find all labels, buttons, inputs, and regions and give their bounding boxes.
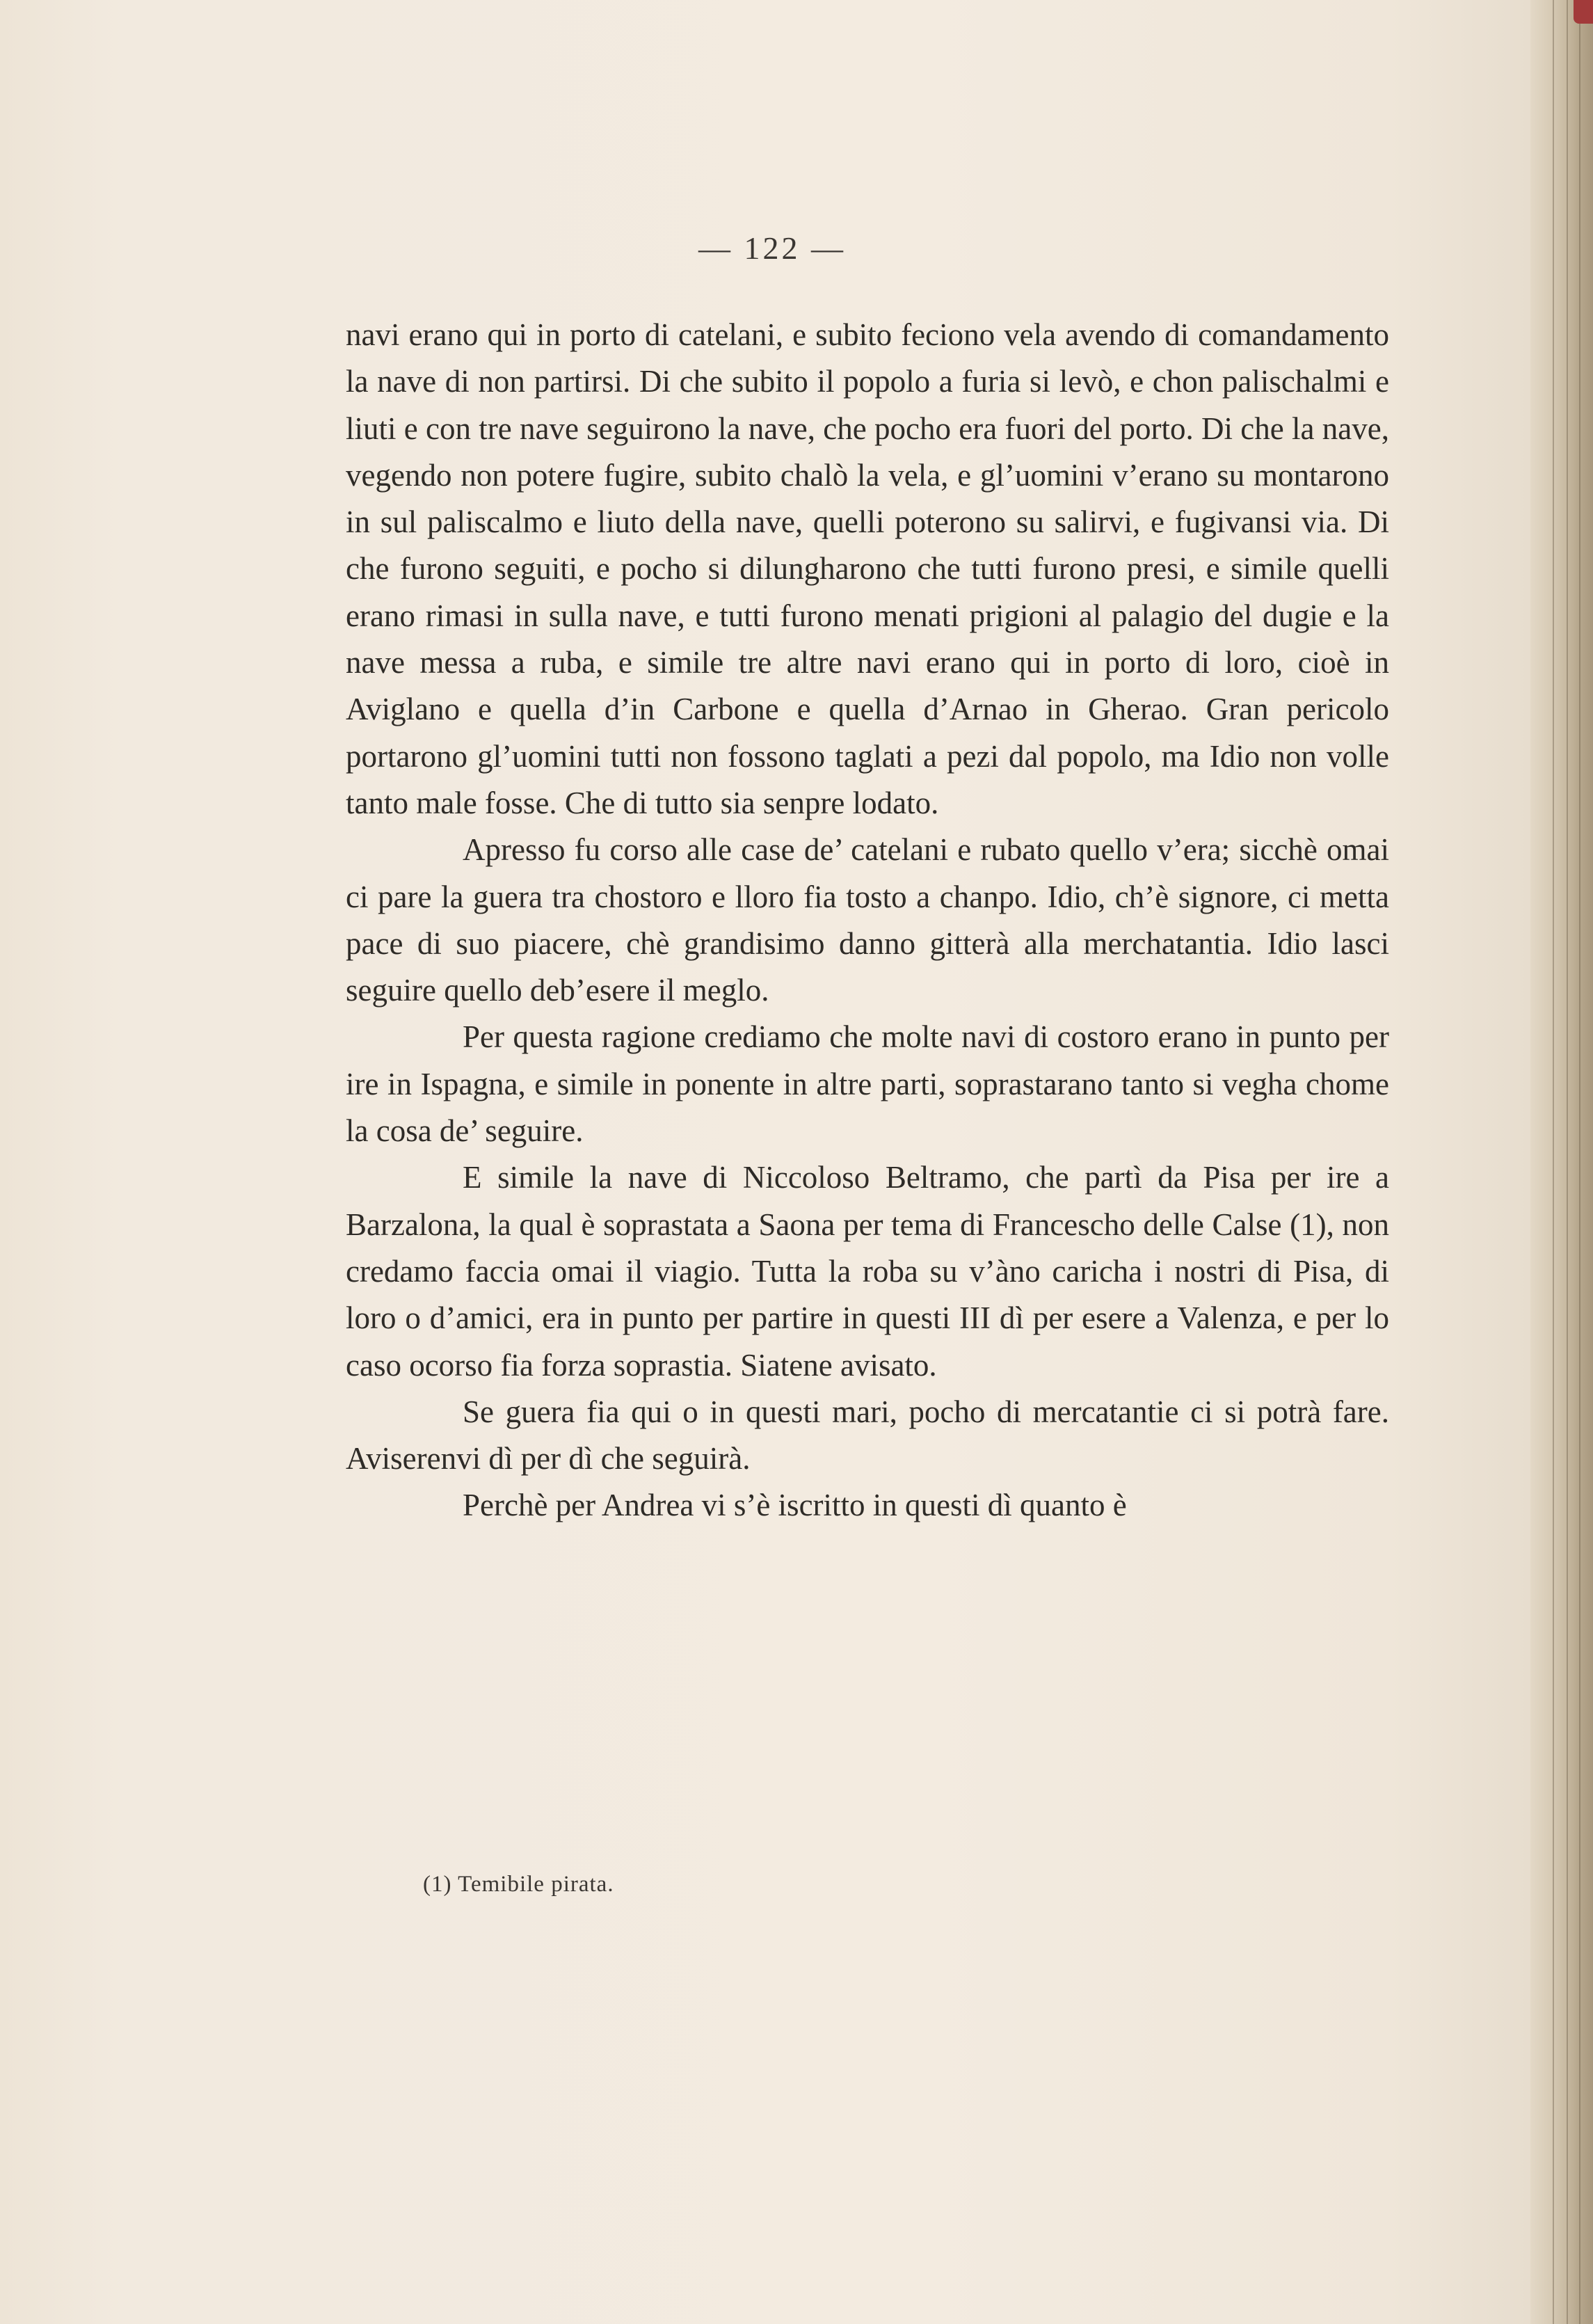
paragraph: E simile la nave di Niccoloso Beltramo, che partì da Pisa per ire a Barzalona, la qual è soprastata a Saona per tema di Francescho delle Calse (1), non credamo faccia omai il viagio. Tutta la roba su v’àno caricha i nostri di Pisa, di loro o d’amici, era in punto per partire in questi III dì per esere a Valenza, e per lo caso ocorso fia forza soprastia. Siatene avisato.	[346, 1160, 1389, 1383]
paragraph: Per questa ragione crediamo che molte navi di costoro erano in punto per ire in Ispagna, e simile in ponente in altre parti, soprastarano tanto si vegha chome la cosa de’ seguire.	[346, 1019, 1389, 1149]
page-edge-line	[1553, 0, 1554, 2324]
page-number: — 122 —	[698, 230, 846, 266]
paragraph: navi erano qui in porto di catelani, e subito feciono vela avendo di comandamento la nave di non partirsi. Di che subito il popolo a furia si levò, e chon palischalmi e liuti e con tre nave seguirono la nave, che pocho era fuori del porto. Di che la nave, vegendo non potere fugire, subito chalò la vela, e gl’uomini v’erano su montarono in sul paliscalmo e liuto della nave, quelli poterono su salirvi, e fugivansi via. Di che furono seguiti, e pocho si dilungharono che tutti furono presi, e simile quelli erano rimasi in sulla nave, e tutti furono menati prigioni al palagio del dugie e la nave messa a ruba, e simile tre altre navi erano qui in porto di loro, cioè in Aviglano e quella d’in Carbone e quella d’Arnao in Gherao. Gran pericolo portarono gl’uomini tutti non fossono taglati a pezi dal popolo, ma Idio non volle tanto male fosse. Che di tutto sia senpre lodato.	[346, 317, 1389, 820]
page-edge-line	[1579, 0, 1580, 2324]
footnote: (1) Temibile pirata.	[423, 1872, 614, 1897]
paragraph: Se guera fia qui o in questi mari, pocho di mercatantie ci si potrà fare. Aviserenvi dì per dì che seguirà.	[346, 1394, 1389, 1477]
body-text	[346, 312, 1389, 1529]
page-edge	[1530, 0, 1593, 2324]
red-corner-mark	[1574, 0, 1593, 24]
paragraph: Perchè per Andrea vi s’è iscritto in questi dì quanto è	[463, 1488, 1127, 1523]
page-edge-line	[1567, 0, 1568, 2324]
paragraph: Apresso fu corso alle case de’ catelani e rubato quello v’era; sicchè omai ci pare la guera tra chostoro e lloro fia tosto a chanpo. Idio, ch’è signore, ci metta pace di suo piacere, chè grandisimo danno gitterà alla merchatantia. Idio lasci seguire quello deb’esere il meglo.	[346, 832, 1389, 1008]
